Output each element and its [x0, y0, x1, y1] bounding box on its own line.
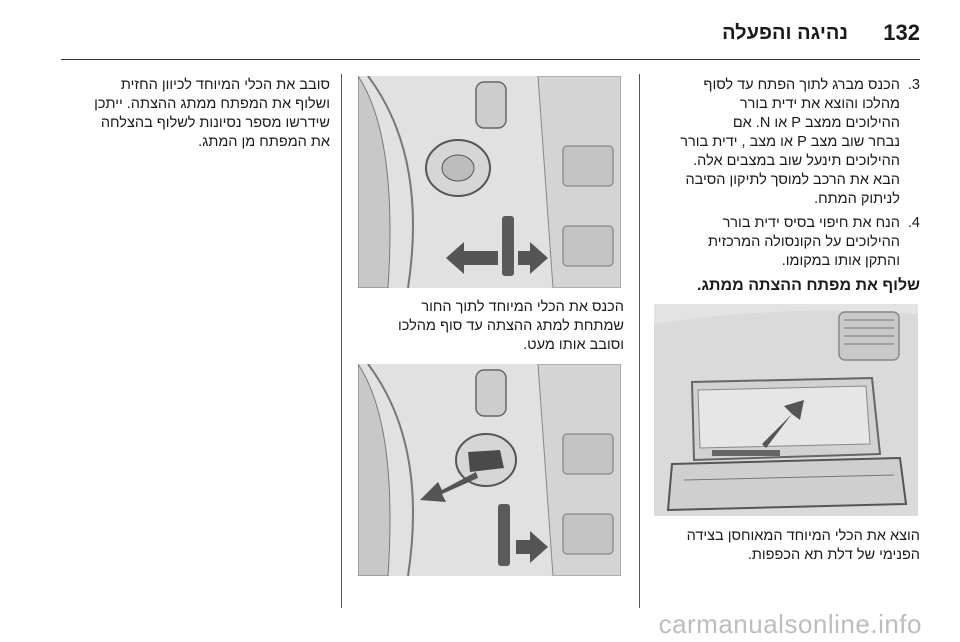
- text-line: הבא את הרכב למוסך לתיקון הסיבה: [685, 172, 900, 188]
- step-number: 3.: [907, 77, 920, 93]
- page-number: 132: [883, 20, 920, 45]
- text-line: הוצא את הכלי המיוחד המאוחסן בצידה: [686, 528, 920, 544]
- text-line: מהלכו והוצא את ידית בורר: [739, 96, 900, 112]
- step-4: [652, 214, 920, 271]
- left-column-text: [60, 76, 330, 152]
- text-line: הכנס מברג לתוך הפתח עד לסוף: [703, 77, 900, 93]
- text-line: שמתחת למתג ההצתה עד סוף מהלכו: [398, 318, 624, 334]
- right-column-text: [652, 76, 920, 271]
- glovebox-caption: [652, 527, 920, 565]
- figure-remove-key: [358, 364, 621, 576]
- text-line: את המפתח מן המתג.: [198, 134, 330, 150]
- figure-glovebox: [654, 304, 918, 516]
- subheading: שלוף את מפתח ההצתה ממתג.: [696, 277, 920, 294]
- step-number: 4.: [907, 215, 920, 231]
- column-divider-right: [639, 74, 640, 608]
- text-line: שידרשו מספר נסיונות לשלוף בהצלחה: [100, 115, 330, 131]
- text-line: ושלוף את המפתח ממתג ההצתה. ייתכן: [94, 96, 330, 112]
- page-header: [0, 0, 960, 62]
- step-3: [652, 76, 920, 209]
- header-divider: [61, 59, 920, 60]
- watermark: carmanualsonline.info: [658, 609, 922, 639]
- text-line: הנח את חיפוי בסיס ידית בורר: [722, 215, 900, 231]
- text-line: ההילוכים ממצב P או N. אם: [732, 115, 900, 131]
- glovebox-illustration: [654, 304, 918, 516]
- text-line: והתקן אותו במקומו.: [781, 253, 900, 269]
- column-divider-left: [341, 74, 342, 608]
- insert-tool-illustration: [358, 76, 621, 288]
- figure-insert-tool: [358, 76, 621, 288]
- text-line: וסובב אותו מעט.: [523, 337, 624, 353]
- text-line: הכנס את הכלי המיוחד לתוך החור: [421, 299, 624, 315]
- text-line: ההילוכים על הקונסולה המרכזית: [708, 234, 900, 250]
- insert-tool-caption: [352, 298, 624, 355]
- text-line: הפנימי של דלת תא הכפפות.: [747, 547, 920, 563]
- text-line: נבחר שוב מצב P או מצב , ידית בורר: [680, 134, 900, 150]
- text-line: לניתוק המתח.: [814, 191, 900, 207]
- section-title: נהיגה והפעלה: [722, 22, 848, 44]
- step-text: [652, 214, 900, 271]
- text-line: ההילוכים תינעל שוב במצבים אלה.: [693, 153, 900, 169]
- remove-key-illustration: [358, 364, 621, 576]
- step-text: [652, 76, 900, 209]
- text-line: סובב את הכלי המיוחד לכיוון החזית: [120, 77, 330, 93]
